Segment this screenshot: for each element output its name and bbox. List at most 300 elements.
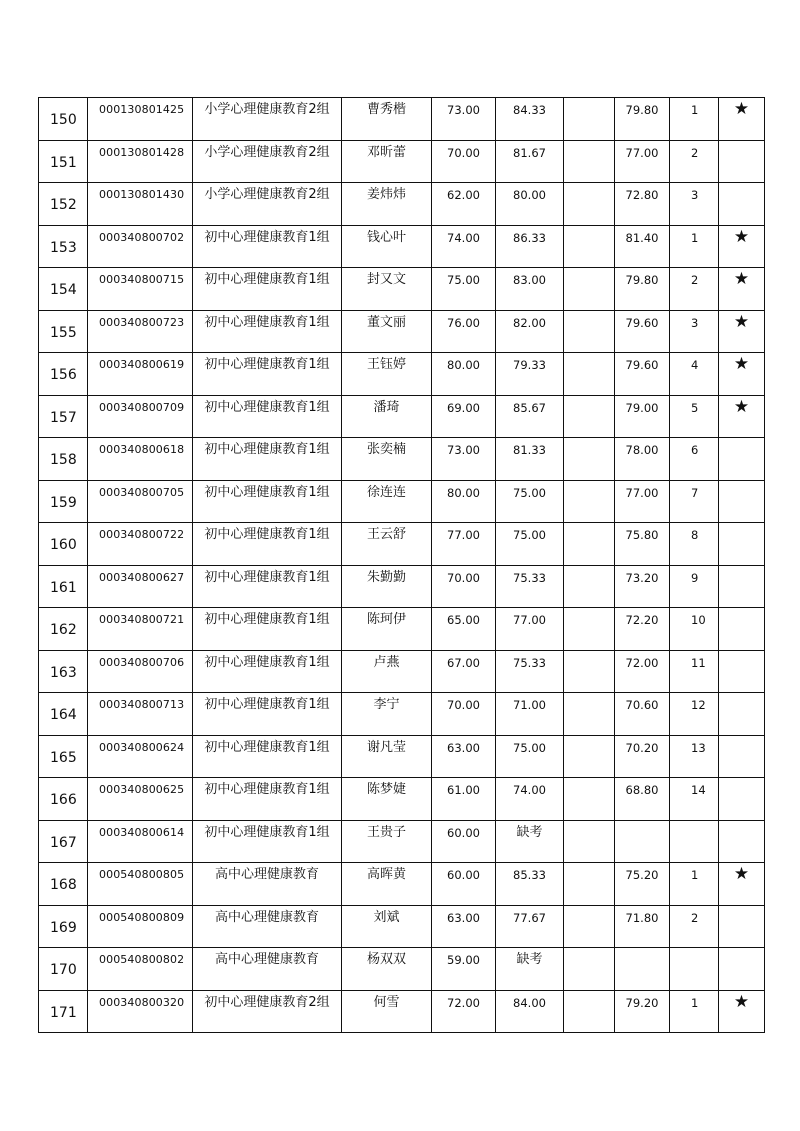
row-number: 158 bbox=[50, 452, 77, 468]
candidate-id: 000130801430 bbox=[99, 188, 185, 201]
candidate-id-cell bbox=[88, 268, 193, 311]
candidate-id: 000540800809 bbox=[99, 910, 185, 924]
selected-star-icon bbox=[719, 608, 764, 610]
position-category-cell bbox=[193, 948, 342, 991]
total-score-cell bbox=[615, 225, 670, 268]
row-number: 151 bbox=[50, 154, 77, 171]
rank: 10 bbox=[691, 613, 706, 627]
position-category-cell bbox=[193, 820, 342, 863]
written-score: 67.00 bbox=[447, 655, 480, 670]
interview-score-cell bbox=[496, 863, 564, 906]
interview-score: 77.00 bbox=[513, 613, 546, 627]
position-category-cell bbox=[193, 480, 342, 523]
total-score-cell bbox=[615, 948, 670, 991]
extra-cell-cell bbox=[564, 650, 615, 693]
position-category-cell bbox=[193, 98, 342, 141]
candidate-id-cell bbox=[88, 735, 193, 778]
written-score: 75.00 bbox=[447, 273, 480, 287]
row-number: 165 bbox=[50, 749, 77, 766]
interview-score-cell bbox=[496, 693, 564, 736]
extra-cell bbox=[564, 566, 614, 570]
candidate-id: 000340800624 bbox=[99, 740, 185, 754]
candidate-name-cell bbox=[342, 480, 432, 523]
rank-cell bbox=[670, 268, 719, 311]
rank-cell bbox=[670, 778, 719, 821]
candidate-id: 000130801428 bbox=[99, 145, 185, 159]
row-number-cell bbox=[39, 565, 88, 608]
interview-score-cell bbox=[496, 480, 564, 523]
rank: 1 bbox=[691, 230, 699, 245]
position-category: 初中心理健康教育1组 bbox=[204, 229, 330, 245]
written-score: 73.00 bbox=[447, 103, 480, 117]
row-number-cell bbox=[39, 863, 88, 906]
written-score-cell bbox=[432, 565, 496, 608]
written-score-cell bbox=[432, 863, 496, 906]
interview-score-cell bbox=[496, 268, 564, 311]
extra-cell bbox=[564, 906, 614, 910]
selected-star-icon bbox=[719, 438, 764, 440]
extra-cell bbox=[564, 821, 614, 825]
candidate-name-cell bbox=[342, 820, 432, 863]
interview-score-cell bbox=[496, 608, 564, 651]
table-row bbox=[39, 650, 765, 693]
row-number: 164 bbox=[50, 707, 77, 723]
position-category-cell bbox=[193, 438, 342, 481]
candidate-name-cell bbox=[342, 98, 432, 141]
position-category: 初中心理健康教育1组 bbox=[204, 272, 330, 287]
selected-star-icon-cell bbox=[719, 225, 765, 268]
written-score-cell bbox=[432, 905, 496, 948]
total-score: 79.80 bbox=[625, 103, 659, 117]
rank-cell bbox=[670, 353, 719, 396]
total-score: 70.20 bbox=[625, 740, 659, 755]
rank: 5 bbox=[691, 400, 699, 415]
interview-score: 84.00 bbox=[513, 995, 546, 1010]
selected-star-icon bbox=[719, 183, 764, 185]
interview-score: 81.33 bbox=[513, 443, 546, 457]
selected-star-icon: ★ bbox=[733, 991, 750, 1012]
candidate-name: 杨双双 bbox=[366, 952, 406, 967]
interview-score: 75.00 bbox=[513, 528, 546, 542]
selected-star-icon: ★ bbox=[733, 311, 750, 332]
rank-cell bbox=[670, 310, 719, 353]
total-score: 79.00 bbox=[625, 400, 659, 415]
selected-star-icon: ★ bbox=[733, 269, 750, 289]
written-score-cell bbox=[432, 98, 496, 141]
rank-cell bbox=[670, 693, 719, 736]
row-number-cell bbox=[39, 905, 88, 948]
total-score: 72.20 bbox=[625, 613, 659, 627]
extra-cell-cell bbox=[564, 268, 615, 311]
written-score: 59.00 bbox=[447, 953, 480, 967]
selected-star-icon-cell bbox=[719, 905, 765, 948]
table-row bbox=[39, 225, 765, 268]
candidate-id-cell bbox=[88, 905, 193, 948]
rank: 11 bbox=[691, 655, 706, 670]
selected-star-icon-cell bbox=[719, 480, 765, 523]
interview-score: 74.00 bbox=[513, 783, 546, 797]
interview-score: 75.33 bbox=[513, 570, 546, 585]
rank: 1 bbox=[691, 103, 699, 117]
candidate-name-cell bbox=[342, 608, 432, 651]
interview-score: 80.00 bbox=[513, 188, 546, 202]
selected-star-icon-cell bbox=[719, 608, 765, 651]
candidate-id-cell bbox=[88, 650, 193, 693]
candidate-name: 王贵子 bbox=[366, 824, 406, 840]
interview-score: 83.00 bbox=[513, 273, 546, 287]
candidate-id: 000130801425 bbox=[99, 103, 185, 116]
candidate-id-cell bbox=[88, 863, 193, 906]
extra-cell bbox=[564, 948, 614, 952]
selected-star-icon: ★ bbox=[733, 396, 750, 417]
position-category-cell bbox=[193, 693, 342, 736]
selected-star-icon-cell bbox=[719, 778, 765, 821]
written-score: 72.00 bbox=[447, 995, 480, 1010]
selected-star-icon bbox=[719, 693, 764, 695]
row-number-cell bbox=[39, 268, 88, 311]
row-number: 171 bbox=[50, 1004, 77, 1021]
candidate-name-cell bbox=[342, 863, 432, 906]
row-number: 170 bbox=[50, 962, 77, 978]
rank: 7 bbox=[691, 485, 699, 500]
row-number: 168 bbox=[50, 877, 77, 893]
candidate-name-cell bbox=[342, 650, 432, 693]
written-score: 80.00 bbox=[447, 358, 480, 372]
written-score-cell bbox=[432, 480, 496, 523]
rank: 9 bbox=[691, 570, 699, 585]
candidate-name: 封又文 bbox=[366, 272, 406, 287]
interview-score-cell bbox=[496, 140, 564, 183]
position-category: 初中心理健康教育1组 bbox=[204, 442, 330, 457]
total-score-cell bbox=[615, 268, 670, 311]
rank-cell bbox=[670, 523, 719, 566]
row-number: 154 bbox=[50, 282, 77, 298]
selected-star-icon-cell bbox=[719, 140, 765, 183]
rank-cell bbox=[670, 608, 719, 651]
position-category-cell bbox=[193, 565, 342, 608]
extra-cell bbox=[564, 778, 614, 782]
candidate-id: 000340800705 bbox=[99, 485, 185, 499]
position-category-cell bbox=[193, 608, 342, 651]
candidate-name-cell bbox=[342, 778, 432, 821]
candidate-name: 刘斌 bbox=[373, 909, 400, 925]
extra-cell bbox=[564, 863, 614, 867]
candidate-id: 000340800619 bbox=[99, 358, 185, 371]
candidate-name: 钱心叶 bbox=[366, 229, 406, 245]
candidate-id-cell bbox=[88, 820, 193, 863]
written-score: 60.00 bbox=[447, 868, 480, 882]
total-score: 75.80 bbox=[625, 528, 659, 542]
extra-cell-cell bbox=[564, 225, 615, 268]
total-score-cell bbox=[615, 353, 670, 396]
position-category: 初中心理健康教育1组 bbox=[204, 697, 330, 712]
candidate-name: 李宁 bbox=[373, 697, 400, 712]
extra-cell-cell bbox=[564, 863, 615, 906]
interview-score: 缺考 bbox=[516, 952, 543, 967]
total-score: 77.00 bbox=[625, 145, 659, 160]
row-number: 162 bbox=[50, 622, 77, 638]
total-score: 73.20 bbox=[625, 570, 659, 585]
table-row bbox=[39, 438, 765, 481]
total-score-cell bbox=[615, 735, 670, 778]
rank-cell bbox=[670, 650, 719, 693]
selected-star-icon bbox=[719, 778, 764, 780]
written-score: 70.00 bbox=[447, 145, 480, 160]
extra-cell-cell bbox=[564, 395, 615, 438]
selected-star-icon-cell bbox=[719, 948, 765, 991]
total-score-cell bbox=[615, 650, 670, 693]
written-score-cell bbox=[432, 778, 496, 821]
total-score-cell bbox=[615, 778, 670, 821]
candidate-name-cell bbox=[342, 523, 432, 566]
extra-cell bbox=[564, 311, 614, 315]
total-score-cell bbox=[615, 565, 670, 608]
rank: 3 bbox=[691, 188, 699, 202]
written-score: 69.00 bbox=[447, 400, 480, 415]
interview-score: 缺考 bbox=[516, 824, 543, 840]
table-row bbox=[39, 863, 765, 906]
total-score: 78.00 bbox=[625, 443, 659, 457]
rank-cell bbox=[670, 183, 719, 226]
candidate-id-cell bbox=[88, 183, 193, 226]
candidate-id-cell bbox=[88, 140, 193, 183]
row-number: 163 bbox=[50, 664, 77, 681]
extra-cell bbox=[564, 353, 614, 357]
position-category: 小学心理健康教育2组 bbox=[204, 144, 330, 160]
table-row bbox=[39, 820, 765, 863]
written-score: 63.00 bbox=[447, 740, 480, 755]
row-number: 157 bbox=[50, 409, 77, 426]
written-score-cell bbox=[432, 693, 496, 736]
total-score-cell bbox=[615, 140, 670, 183]
candidate-name: 卢燕 bbox=[373, 654, 400, 670]
interview-score: 71.00 bbox=[513, 698, 546, 712]
row-number: 169 bbox=[50, 919, 77, 936]
row-number-cell bbox=[39, 650, 88, 693]
written-score-cell bbox=[432, 735, 496, 778]
selected-star-icon bbox=[719, 906, 764, 908]
candidate-name: 徐连连 bbox=[366, 484, 406, 500]
position-category: 初中心理健康教育1组 bbox=[204, 399, 330, 415]
total-score-cell bbox=[615, 990, 670, 1033]
candidate-id: 000340800618 bbox=[99, 443, 185, 456]
candidate-id-cell bbox=[88, 948, 193, 991]
candidate-name: 董文丽 bbox=[366, 314, 406, 330]
interview-score: 85.33 bbox=[513, 868, 546, 882]
row-number: 167 bbox=[50, 834, 77, 851]
written-score: 77.00 bbox=[447, 528, 480, 542]
candidate-id-cell bbox=[88, 990, 193, 1033]
extra-cell-cell bbox=[564, 735, 615, 778]
candidate-id: 000540800802 bbox=[99, 953, 185, 966]
interview-score-cell bbox=[496, 565, 564, 608]
extra-cell-cell bbox=[564, 98, 615, 141]
interview-score-cell bbox=[496, 778, 564, 821]
row-number: 150 bbox=[50, 112, 77, 128]
candidate-name-cell bbox=[342, 565, 432, 608]
position-category-cell bbox=[193, 990, 342, 1033]
extra-cell-cell bbox=[564, 353, 615, 396]
selected-star-icon: ★ bbox=[733, 864, 750, 884]
row-number: 161 bbox=[50, 579, 77, 596]
rank bbox=[670, 821, 718, 825]
total-score: 79.20 bbox=[625, 995, 659, 1010]
interview-score: 77.67 bbox=[513, 910, 546, 925]
extra-cell bbox=[564, 438, 614, 442]
written-score-cell bbox=[432, 183, 496, 226]
extra-cell bbox=[564, 183, 614, 187]
rank: 1 bbox=[691, 995, 699, 1010]
candidate-id: 000340800723 bbox=[99, 315, 185, 329]
rank-cell bbox=[670, 990, 719, 1033]
candidate-id: 000340800709 bbox=[99, 400, 185, 414]
total-score: 70.60 bbox=[625, 698, 659, 712]
total-score-cell bbox=[615, 438, 670, 481]
rank: 8 bbox=[691, 528, 699, 542]
interview-score: 75.33 bbox=[513, 655, 546, 670]
candidate-id: 000340800715 bbox=[99, 273, 185, 286]
interview-score-cell bbox=[496, 183, 564, 226]
interview-score: 75.00 bbox=[513, 740, 546, 755]
candidate-id-cell bbox=[88, 353, 193, 396]
row-number-cell bbox=[39, 693, 88, 736]
selected-star-icon-cell bbox=[719, 395, 765, 438]
selected-star-icon: ★ bbox=[733, 226, 750, 247]
rank-cell bbox=[670, 480, 719, 523]
total-score: 72.00 bbox=[625, 655, 659, 670]
rank: 2 bbox=[691, 273, 699, 287]
rank: 2 bbox=[691, 145, 699, 160]
row-number-cell bbox=[39, 523, 88, 566]
candidate-name: 谢凡莹 bbox=[366, 739, 406, 755]
rank: 13 bbox=[691, 740, 706, 755]
candidate-id: 000340800706 bbox=[99, 655, 185, 669]
rank-cell bbox=[670, 863, 719, 906]
position-category-cell bbox=[193, 183, 342, 226]
candidate-name-cell bbox=[342, 140, 432, 183]
candidate-name: 潘琦 bbox=[373, 399, 400, 415]
selected-star-icon bbox=[719, 948, 764, 950]
candidate-name-cell bbox=[342, 905, 432, 948]
total-score-cell bbox=[615, 608, 670, 651]
selected-star-icon-cell bbox=[719, 565, 765, 608]
position-category: 初中心理健康教育1组 bbox=[204, 654, 330, 670]
row-number-cell bbox=[39, 990, 88, 1033]
total-score: 71.80 bbox=[625, 910, 659, 925]
extra-cell-cell bbox=[564, 990, 615, 1033]
table-row bbox=[39, 948, 765, 991]
rank: 3 bbox=[691, 315, 699, 330]
position-category: 小学心理健康教育2组 bbox=[204, 187, 330, 202]
selected-star-icon-cell bbox=[719, 863, 765, 906]
extra-cell-cell bbox=[564, 310, 615, 353]
written-score: 65.00 bbox=[447, 613, 480, 627]
selected-star-icon bbox=[719, 481, 764, 483]
position-category-cell bbox=[193, 523, 342, 566]
written-score-cell bbox=[432, 820, 496, 863]
total-score-cell bbox=[615, 820, 670, 863]
position-category: 高中心理健康教育 bbox=[214, 952, 319, 967]
extra-cell bbox=[564, 523, 614, 527]
written-score: 80.00 bbox=[447, 485, 480, 500]
selected-star-icon bbox=[719, 141, 764, 143]
written-score-cell bbox=[432, 395, 496, 438]
extra-cell bbox=[564, 98, 614, 102]
extra-cell-cell bbox=[564, 523, 615, 566]
table-row bbox=[39, 395, 765, 438]
interview-score-cell bbox=[496, 438, 564, 481]
total-score: 68.80 bbox=[625, 783, 659, 797]
selected-star-icon-cell bbox=[719, 820, 765, 863]
candidate-id: 000340800614 bbox=[99, 825, 185, 839]
rank-cell bbox=[670, 98, 719, 141]
position-category-cell bbox=[193, 353, 342, 396]
table-row bbox=[39, 480, 765, 523]
rank: 2 bbox=[691, 910, 699, 925]
candidate-name-cell bbox=[342, 735, 432, 778]
written-score-cell bbox=[432, 990, 496, 1033]
row-number-cell bbox=[39, 948, 88, 991]
rank-cell bbox=[670, 140, 719, 183]
position-category: 初中心理健康教育1组 bbox=[204, 357, 330, 372]
interview-score-cell bbox=[496, 905, 564, 948]
written-score-cell bbox=[432, 310, 496, 353]
extra-cell-cell bbox=[564, 480, 615, 523]
selected-star-icon-cell bbox=[719, 438, 765, 481]
table-row bbox=[39, 140, 765, 183]
table-row bbox=[39, 608, 765, 651]
candidate-name: 姜炜炜 bbox=[366, 187, 406, 202]
candidate-id-cell bbox=[88, 480, 193, 523]
table-row bbox=[39, 353, 765, 396]
position-category-cell bbox=[193, 650, 342, 693]
extra-cell bbox=[564, 693, 614, 697]
interview-score-cell bbox=[496, 650, 564, 693]
interview-score-cell bbox=[496, 990, 564, 1033]
position-category: 初中心理健康教育1组 bbox=[204, 527, 330, 542]
written-score: 70.00 bbox=[447, 698, 480, 712]
total-score: 79.60 bbox=[625, 358, 659, 372]
position-category: 初中心理健康教育1组 bbox=[204, 484, 330, 500]
candidate-id: 000340800320 bbox=[99, 995, 185, 1009]
candidate-id: 000340800713 bbox=[99, 698, 185, 711]
interview-score: 85.67 bbox=[513, 400, 546, 415]
written-score: 73.00 bbox=[447, 443, 480, 457]
rank bbox=[670, 948, 718, 952]
rank: 4 bbox=[691, 358, 699, 372]
written-score-cell bbox=[432, 523, 496, 566]
extra-cell bbox=[564, 268, 614, 272]
candidate-id-cell bbox=[88, 565, 193, 608]
candidate-name: 何雪 bbox=[373, 994, 400, 1010]
selected-star-icon-cell bbox=[719, 183, 765, 226]
row-number-cell bbox=[39, 183, 88, 226]
selected-star-icon bbox=[719, 651, 764, 653]
rank-cell bbox=[670, 565, 719, 608]
selected-star-icon-cell bbox=[719, 310, 765, 353]
row-number-cell bbox=[39, 438, 88, 481]
total-score-cell bbox=[615, 310, 670, 353]
candidate-id-cell bbox=[88, 225, 193, 268]
position-category: 初中心理健康教育1组 bbox=[204, 782, 330, 797]
interview-score: 84.33 bbox=[513, 103, 546, 117]
interview-score-cell bbox=[496, 98, 564, 141]
total-score-cell bbox=[615, 693, 670, 736]
extra-cell bbox=[564, 651, 614, 655]
candidate-name-cell bbox=[342, 693, 432, 736]
position-category: 小学心理健康教育2组 bbox=[204, 102, 330, 117]
written-score-cell bbox=[432, 353, 496, 396]
